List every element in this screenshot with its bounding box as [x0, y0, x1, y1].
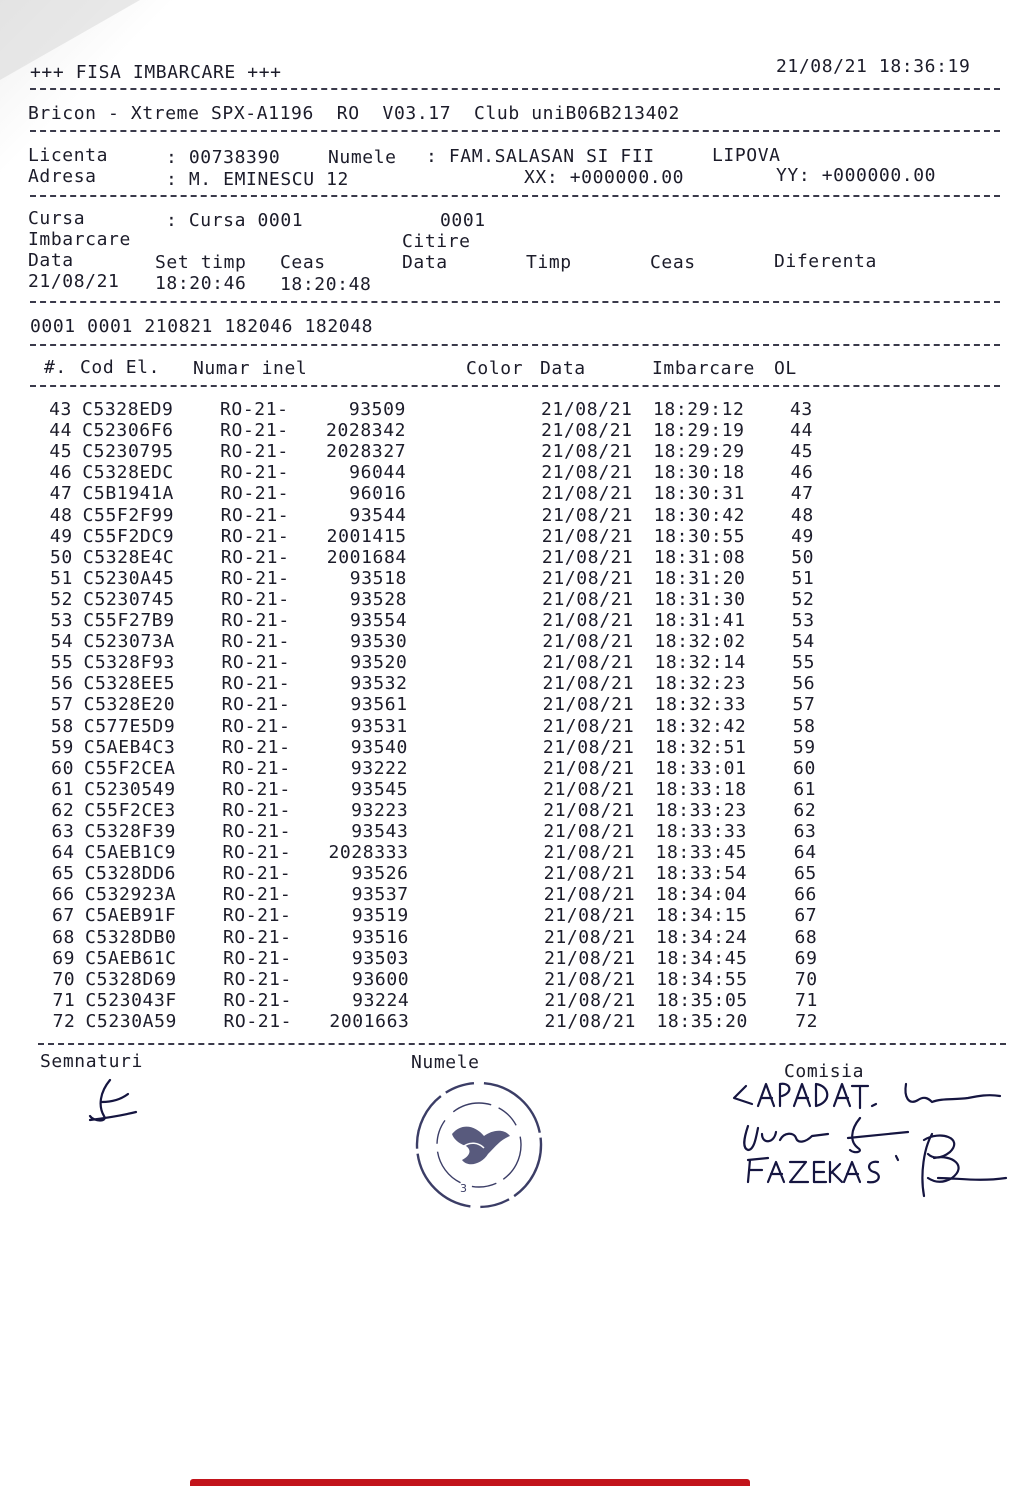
cell-data: 21/08/21 — [544, 968, 636, 990]
cell-nr: 50 — [49, 546, 73, 568]
cell-time: 18:32:14 — [654, 652, 746, 674]
cell-cod: C5328E4C — [82, 546, 175, 568]
cell-prefix: RO-21- — [220, 567, 290, 589]
table-row — [0, 758, 1024, 779]
commission-signatures — [728, 1078, 1014, 1206]
cell-prefix: RO-21- — [221, 610, 290, 631]
cell-ol: 61 — [793, 778, 817, 800]
cell-nr: 57 — [50, 694, 74, 716]
cell-prefix: RO-21- — [220, 525, 290, 547]
cell-inel: 96044 — [349, 462, 407, 484]
cell-nr: 72 — [52, 1010, 76, 1032]
coordinate-xx: XX: +000000.00 — [524, 167, 685, 188]
cell-ol: 43 — [790, 399, 813, 420]
cell-data: 21/08/21 — [541, 504, 634, 526]
cell-inel: 93544 — [349, 504, 407, 526]
cell-cod: C523043F — [85, 989, 177, 1011]
separator — [30, 344, 1000, 346]
col-header-color: Color — [466, 358, 524, 379]
cell-data: 21/08/21 — [541, 399, 633, 420]
cell-data: 21/08/21 — [542, 652, 634, 674]
cell-ol: 52 — [791, 588, 815, 610]
cell-ol: 69 — [794, 947, 818, 969]
cell-time: 18:34:24 — [656, 926, 748, 948]
cell-time: 18:32:42 — [654, 715, 747, 737]
table-row — [0, 969, 1024, 990]
cell-prefix: RO-21- — [222, 799, 291, 821]
cell-ol: 68 — [794, 926, 818, 948]
cell-data: 21/08/21 — [543, 905, 636, 927]
cell-nr: 58 — [50, 715, 74, 737]
cell-ol: 66 — [794, 884, 817, 906]
cell-time: 18:35:05 — [656, 989, 748, 1011]
cell-time: 18:29:19 — [653, 420, 745, 442]
cell-data: 21/08/21 — [541, 546, 634, 568]
cell-prefix: RO-21- — [221, 715, 291, 737]
cell-cod: C5230549 — [84, 778, 176, 800]
imbarcare-label: Imbarcare — [28, 229, 131, 250]
cell-prefix: RO-21- — [222, 778, 291, 800]
cell-cod: C55F2DC9 — [82, 525, 175, 547]
cell-data: 21/08/21 — [543, 821, 635, 842]
semnaturi-label: Semnaturi — [40, 1051, 143, 1072]
cell-ol: 56 — [792, 673, 816, 695]
cell-prefix: RO-21- — [220, 462, 289, 484]
cell-ol: 46 — [790, 462, 814, 484]
cell-ol: 67 — [794, 905, 818, 927]
cell-time: 18:29:12 — [653, 399, 745, 420]
cell-prefix: RO-21- — [223, 947, 292, 969]
cell-cod: C55F27B9 — [83, 610, 175, 631]
cell-cod: C5AEB4C3 — [83, 736, 176, 758]
cell-prefix: RO-21- — [222, 842, 292, 864]
data-label: Data — [28, 250, 74, 271]
cell-nr: 53 — [50, 610, 74, 631]
table-row — [0, 589, 1024, 610]
cell-cod: C5328DD6 — [84, 863, 177, 885]
cell-data: 21/08/21 — [541, 462, 633, 484]
cell-data: 21/08/21 — [542, 736, 635, 758]
cell-inel: 93509 — [348, 399, 406, 420]
cell-data: 21/08/21 — [541, 567, 634, 589]
cursa-label: Cursa — [28, 208, 86, 229]
cell-inel: 2001415 — [326, 525, 407, 547]
table-row — [0, 631, 1024, 652]
cell-inel: 93516 — [351, 926, 409, 948]
cell-data: 21/08/21 — [543, 863, 636, 885]
cell-inel: 93224 — [352, 989, 410, 1011]
cell-cod: C5230A45 — [82, 567, 175, 589]
cell-prefix: RO-21- — [222, 905, 292, 927]
cell-inel: 93532 — [350, 673, 408, 695]
table-row — [0, 716, 1024, 737]
cell-prefix: RO-21- — [220, 504, 290, 526]
table-row — [0, 568, 1024, 589]
cell-nr: 68 — [52, 926, 75, 948]
cell-nr: 67 — [52, 905, 75, 927]
cell-time: 18:35:20 — [656, 1010, 748, 1032]
cell-ol: 44 — [790, 420, 814, 442]
cell-time: 18:33:23 — [655, 799, 747, 821]
cell-time: 18:33:18 — [655, 778, 747, 800]
separator — [30, 195, 1000, 197]
table-row — [0, 863, 1024, 884]
cell-data: 21/08/21 — [544, 926, 636, 948]
cell-time: 18:29:29 — [653, 441, 745, 463]
cell-inel: 93519 — [351, 905, 409, 927]
cell-inel: 93540 — [350, 736, 408, 758]
cell-time: 18:34:45 — [656, 947, 748, 969]
cell-time: 18:32:23 — [654, 673, 747, 695]
cell-prefix: RO-21- — [223, 989, 292, 1011]
cell-ol: 48 — [790, 504, 814, 526]
cell-cod: C55F2F99 — [82, 504, 175, 526]
cell-nr: 43 — [49, 399, 72, 420]
cell-inel: 93543 — [351, 821, 409, 842]
cell-cod: C5328F93 — [83, 652, 175, 674]
separator — [30, 385, 1000, 387]
cell-data: 21/08/21 — [541, 525, 634, 547]
cell-ol: 53 — [791, 610, 815, 631]
cell-inel: 2028333 — [328, 842, 409, 864]
cell-cod: C52306F6 — [82, 420, 174, 442]
cell-data: 21/08/21 — [544, 1010, 636, 1032]
cell-data: 21/08/21 — [542, 715, 635, 737]
cell-inel: 93561 — [350, 694, 408, 716]
cell-time: 18:31:08 — [653, 546, 746, 568]
col-header-nr: #. — [44, 357, 67, 378]
cell-nr: 61 — [51, 778, 75, 800]
cell-prefix: RO-21- — [221, 673, 291, 695]
citire-ceas-label: Ceas — [650, 252, 696, 273]
cell-cod: C5230745 — [83, 588, 175, 610]
cell-cod: C5328F39 — [84, 821, 176, 842]
data-value: 21/08/21 — [28, 271, 120, 292]
col-header-imbarcare: Imbarcare — [652, 358, 755, 379]
cell-time: 18:34:04 — [655, 884, 748, 906]
cell-cod: C5328D69 — [85, 968, 177, 990]
cell-nr: 64 — [51, 842, 75, 864]
licenta-label: Licenta — [28, 145, 109, 166]
cell-prefix: RO-21- — [220, 483, 290, 505]
cell-nr: 56 — [50, 673, 74, 695]
cell-data: 21/08/21 — [542, 694, 635, 716]
cell-prefix: RO-21- — [223, 926, 292, 948]
cell-inel: 93528 — [349, 588, 408, 610]
ceas-value: 18:20:48 — [280, 274, 372, 295]
cell-nr: 70 — [52, 968, 76, 990]
owner-city: LIPOVA — [712, 145, 781, 166]
cell-inel: 93554 — [350, 610, 408, 631]
table-row — [0, 842, 1024, 863]
owner-signature — [80, 1072, 140, 1128]
cell-prefix: RO-21- — [223, 968, 292, 990]
cell-nr: 44 — [49, 420, 73, 442]
cell-prefix: RO-21- — [222, 757, 291, 779]
cell-nr: 65 — [51, 863, 75, 885]
diferenta-label: Diferenta — [774, 251, 877, 272]
cell-inel: 93222 — [350, 757, 409, 779]
cell-time: 18:32:02 — [654, 631, 746, 653]
cell-nr: 45 — [49, 441, 73, 463]
cell-data: 21/08/21 — [543, 884, 636, 906]
col-header-data: Data — [540, 358, 586, 379]
cell-nr: 54 — [50, 631, 74, 653]
table-row — [0, 526, 1024, 547]
cell-ol: 60 — [793, 757, 816, 779]
cell-ol: 57 — [792, 694, 816, 716]
table-row — [0, 821, 1024, 842]
cell-cod: C532923A — [84, 884, 177, 906]
cell-ol: 50 — [791, 546, 815, 568]
cursa-value: : Cursa 0001 — [166, 210, 304, 231]
page-bottom-edge — [190, 1479, 750, 1486]
cell-inel: 93503 — [351, 947, 410, 969]
table-row — [0, 483, 1024, 504]
cell-time: 18:30:55 — [653, 525, 746, 547]
cursa-code: 0001 — [440, 210, 486, 231]
cell-inel: 93530 — [350, 631, 408, 653]
dove-icon — [452, 1127, 510, 1165]
table-row — [0, 884, 1024, 905]
cell-data: 21/08/21 — [541, 420, 633, 442]
cell-data: 21/08/21 — [542, 673, 635, 695]
cell-nr: 52 — [50, 588, 74, 610]
cell-prefix: RO-21- — [221, 694, 291, 716]
table-row — [0, 673, 1024, 694]
cell-cod: C5328E20 — [83, 694, 176, 716]
table-row — [0, 399, 1024, 420]
comisia-label: Comisia — [784, 1061, 865, 1082]
cell-nr: 55 — [50, 652, 74, 674]
cell-inel: 93531 — [350, 715, 408, 737]
cell-time: 18:32:51 — [654, 736, 747, 758]
table-row — [0, 462, 1024, 483]
cell-cod: C5328EE5 — [83, 673, 176, 695]
table-row — [0, 1011, 1024, 1032]
ceas-label: Ceas — [280, 252, 326, 273]
cell-prefix: RO-21- — [221, 652, 291, 674]
cell-prefix: RO-21- — [222, 863, 292, 885]
cell-time: 18:31:41 — [654, 610, 746, 631]
table-row — [0, 610, 1024, 631]
document-title: +++ FISA IMBARCARE +++ — [30, 62, 282, 83]
cell-inel: 93545 — [350, 778, 409, 800]
col-header-inel: Numar inel — [193, 358, 308, 379]
set-timp-label: Set timp — [155, 252, 247, 273]
cell-cod: C523073A — [83, 631, 175, 653]
cell-cod: C5B1941A — [82, 483, 174, 505]
cell-nr: 48 — [49, 504, 73, 526]
cell-data: 21/08/21 — [544, 947, 636, 969]
table-row — [0, 694, 1024, 715]
cell-inel: 93223 — [351, 799, 409, 821]
cell-cod: C55F2CE3 — [84, 799, 176, 821]
adresa-label: Adresa — [28, 166, 97, 187]
cell-ol: 45 — [790, 441, 814, 463]
cell-prefix: RO-21- — [220, 399, 289, 420]
cell-cod: C5230A59 — [85, 1010, 177, 1032]
cell-inel: 2028342 — [326, 420, 407, 442]
cell-nr: 51 — [50, 567, 73, 589]
cell-time: 18:33:45 — [655, 842, 748, 864]
cell-inel: 93520 — [350, 652, 408, 674]
association-stamp — [404, 1076, 554, 1214]
cell-time: 18:31:20 — [653, 567, 746, 589]
cell-data: 21/08/21 — [542, 610, 634, 631]
cell-nr: 63 — [51, 821, 75, 842]
coordinate-yy: YY: +000000.00 — [776, 165, 937, 186]
cell-ol: 59 — [792, 736, 816, 758]
cell-cod: C577E5D9 — [83, 715, 176, 737]
cell-ol: 64 — [793, 842, 817, 864]
cell-time: 18:30:42 — [653, 504, 746, 526]
cell-data: 21/08/21 — [543, 799, 635, 821]
cell-prefix: RO-21- — [221, 631, 290, 653]
cell-data: 21/08/21 — [542, 631, 634, 653]
cell-ol: 55 — [792, 652, 816, 674]
cell-inel: 93537 — [351, 884, 409, 906]
citire-data-label: Data — [402, 252, 448, 273]
cell-nr: 62 — [51, 799, 75, 821]
separator — [30, 130, 1000, 132]
cell-cod: C5328EDC — [82, 462, 174, 484]
cell-time: 18:33:01 — [655, 757, 747, 779]
cell-prefix: RO-21- — [223, 1010, 293, 1032]
cell-prefix: RO-21- — [221, 736, 291, 758]
table-row — [0, 505, 1024, 526]
cell-nr: 66 — [51, 884, 75, 906]
separator — [38, 1043, 1006, 1045]
cell-ol: 70 — [794, 968, 818, 990]
cell-ol: 65 — [793, 863, 817, 885]
cell-nr: 47 — [49, 483, 73, 505]
table-row — [0, 779, 1024, 800]
table-row — [0, 927, 1024, 948]
print-datetime: 21/08/21 18:36:19 — [776, 56, 971, 77]
cell-prefix: RO-21- — [220, 546, 290, 568]
cell-inel: 93600 — [352, 968, 410, 990]
set-timp-value: 18:20:46 — [155, 273, 247, 294]
cell-prefix: RO-21- — [222, 821, 292, 842]
cell-time: 18:33:54 — [655, 863, 748, 885]
cell-nr: 71 — [52, 989, 76, 1011]
cell-time: 18:32:33 — [654, 694, 747, 716]
cell-data: 21/08/21 — [543, 757, 635, 779]
cell-prefix: RO-21- — [221, 588, 290, 610]
cell-data: 21/08/21 — [542, 588, 634, 610]
table-row — [0, 737, 1024, 758]
cell-data: 21/08/21 — [541, 441, 633, 463]
cell-ol: 54 — [791, 631, 815, 653]
cell-inel: 96016 — [349, 483, 407, 505]
separator — [30, 301, 1000, 303]
table-row — [0, 420, 1024, 441]
cell-ol: 47 — [790, 483, 814, 505]
cell-inel: 2028327 — [326, 441, 407, 463]
cell-ol: 71 — [795, 989, 818, 1011]
cell-prefix: RO-21- — [220, 441, 289, 463]
cell-data: 21/08/21 — [544, 989, 636, 1011]
footer-numele-label: Numele — [411, 1052, 480, 1073]
cell-nr: 59 — [51, 736, 74, 758]
numele-label: Numele — [328, 147, 397, 168]
cell-nr: 60 — [51, 757, 75, 779]
cell-cod: C5230795 — [82, 441, 174, 463]
separator — [30, 88, 1000, 90]
citire-label: Citire — [402, 231, 471, 252]
table-row — [0, 652, 1024, 673]
cell-inel: 2001684 — [326, 546, 407, 568]
cell-cod: C55F2CEA — [84, 757, 176, 779]
cell-ol: 62 — [793, 799, 817, 821]
table-row — [0, 441, 1024, 462]
cell-time: 18:34:55 — [656, 968, 748, 990]
cell-data: 21/08/21 — [541, 483, 633, 505]
cell-cod: C5328DB0 — [85, 926, 177, 948]
cell-time: 18:30:31 — [653, 483, 745, 505]
cell-cod: C5AEB91F — [84, 905, 177, 927]
cell-prefix: RO-21- — [222, 884, 292, 906]
summary-line: 0001 0001 210821 182046 182048 — [30, 316, 374, 337]
numele-value: : FAM.SALASAN SI FII — [426, 146, 655, 167]
cell-ol: 72 — [795, 1010, 819, 1032]
cell-time: 18:33:33 — [655, 821, 747, 842]
cell-ol: 63 — [793, 821, 817, 842]
cell-data: 21/08/21 — [543, 778, 635, 800]
cell-inel: 93518 — [349, 567, 407, 589]
cell-cod: C5AEB61C — [85, 947, 177, 969]
table-row — [0, 990, 1024, 1011]
licenta-value: : 00738390 — [166, 147, 281, 168]
cell-cod: C5AEB1C9 — [84, 842, 177, 864]
cell-cod: C5328ED9 — [82, 399, 174, 420]
cell-prefix: RO-21- — [220, 420, 289, 442]
timp-label: Timp — [526, 252, 572, 273]
cell-nr: 49 — [49, 525, 73, 547]
cell-nr: 69 — [52, 947, 76, 969]
device-line: Bricon - Xtreme SPX-A1196 RO V03.17 Club uniB06B213402 — [28, 103, 680, 124]
cell-time: 18:31:30 — [654, 588, 746, 610]
table-row — [0, 800, 1024, 821]
cell-ol: 58 — [792, 715, 816, 737]
cell-inel: 93526 — [351, 863, 409, 885]
adresa-value: : M. EMINESCU 12 — [166, 169, 349, 190]
table-row — [0, 948, 1024, 969]
cell-ol: 49 — [791, 525, 814, 547]
stamp-number: 3 — [460, 1182, 467, 1195]
cell-time: 18:30:18 — [653, 462, 745, 484]
cell-inel: 2001663 — [329, 1010, 410, 1032]
table-row — [0, 905, 1024, 926]
cell-nr: 46 — [49, 462, 73, 484]
cell-data: 21/08/21 — [543, 842, 636, 864]
col-header-ol: OL — [774, 358, 797, 379]
cell-time: 18:34:15 — [655, 905, 748, 927]
cell-ol: 51 — [791, 567, 815, 589]
table-row — [0, 547, 1024, 568]
col-header-cod: Cod El. — [80, 357, 161, 378]
